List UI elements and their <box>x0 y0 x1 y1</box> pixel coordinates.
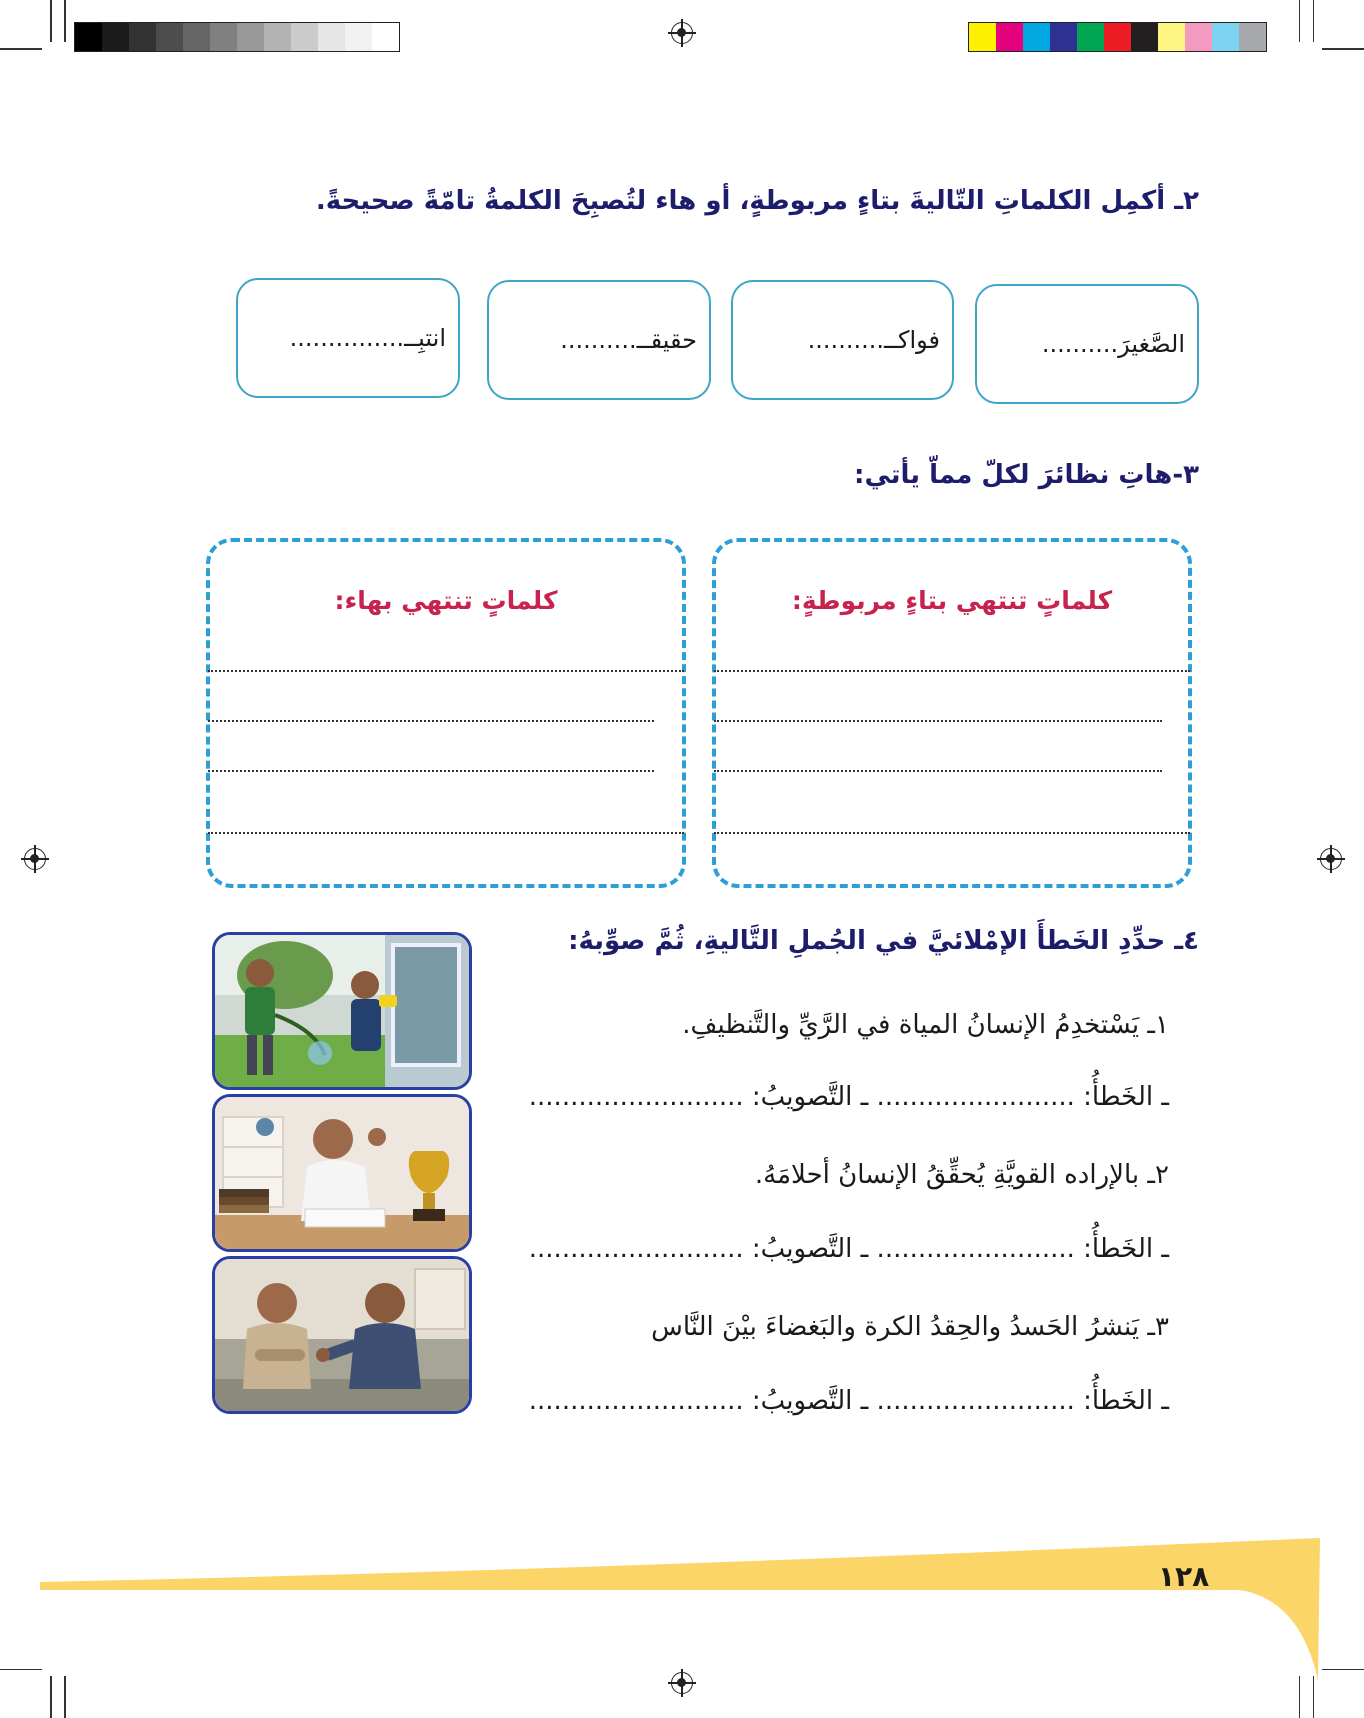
word-box-4[interactable]: انتبِــ............... <box>236 278 460 398</box>
question-2-heading: ٢ـ أكمِل الكلماتِ التّاليةَ بتاءٍ مربوطةٍ، أو هاء لتُصبِحَ الكلمةُ تامّةً صحيحةً. <box>315 186 1199 216</box>
color-calibration-strip <box>968 22 1267 52</box>
calibration-swatch <box>291 23 318 51</box>
calibration-swatch <box>1104 23 1131 51</box>
answer-dotted-line[interactable] <box>714 720 1162 722</box>
calibration-swatch <box>102 23 129 51</box>
calibration-swatch <box>1158 23 1185 51</box>
calibration-swatch <box>129 23 156 51</box>
question-3-heading: ٣-هاتِ نظائرَ لكلّ مماّ يأتي: <box>854 460 1199 490</box>
crop-mark <box>1313 1676 1315 1718</box>
answer-dotted-line[interactable] <box>714 832 1190 834</box>
calibration-swatch <box>1050 23 1077 51</box>
boys-arguing-sofa-photo <box>212 1256 472 1414</box>
crop-mark <box>50 0 52 42</box>
calibration-swatch <box>1212 23 1239 51</box>
calibration-swatch <box>1239 23 1266 51</box>
boy-writing-trophy-photo <box>212 1094 472 1252</box>
answer-dotted-line[interactable] <box>208 832 684 834</box>
sentence-2: ٢ـ بالإراده القويَّةِ يُحقِّقُ الإنسانُ أحلامَهُ. <box>754 1160 1169 1190</box>
crop-mark <box>1313 0 1315 42</box>
word-box-1[interactable]: الصَّغيرَ.......... <box>975 284 1199 404</box>
sentence-1: ١ـ يَسْتخدِمُ الإنسانُ المياة في الرَّيِّ والتَّنظيفِ. <box>682 1010 1169 1040</box>
word-box-2[interactable]: فواكــ.......... <box>731 280 954 400</box>
crop-mark <box>1322 48 1364 50</box>
calibration-swatch <box>318 23 345 51</box>
calibration-swatch <box>156 23 183 51</box>
calibration-swatch <box>183 23 210 51</box>
answer-dotted-line[interactable] <box>208 720 654 722</box>
answer-line-2[interactable]: ـ الخَطأُ: ........................ ـ التَّصويبُ: .......................... <box>528 1234 1169 1264</box>
word-box-3[interactable]: حقيقــ.......... <box>487 280 711 400</box>
crop-mark <box>0 48 42 50</box>
calibration-swatch <box>1131 23 1158 51</box>
registration-mark-icon <box>1320 848 1342 870</box>
page-number: ١٢٨ <box>1158 1560 1210 1593</box>
calibration-swatch <box>996 23 1023 51</box>
registration-mark-icon <box>671 22 693 44</box>
grayscale-calibration-strip <box>74 22 400 52</box>
calibration-swatch <box>75 23 102 51</box>
crop-mark <box>1299 0 1301 42</box>
answer-dotted-line[interactable] <box>714 770 1162 772</box>
calibration-swatch <box>237 23 264 51</box>
calibration-swatch <box>264 23 291 51</box>
answer-dotted-line[interactable] <box>208 670 684 672</box>
answer-line-3[interactable]: ـ الخَطأُ: ........................ ـ التَّصويبُ: .......................... <box>528 1386 1169 1416</box>
panel-taa-marbuta-title: كلماتٍ تنتهي بتاءٍ مربوطةٍ: <box>791 586 1113 615</box>
calibration-swatch <box>969 23 996 51</box>
calibration-swatch <box>1077 23 1104 51</box>
calibration-swatch <box>1185 23 1212 51</box>
calibration-swatch <box>1023 23 1050 51</box>
question-4-heading: ٤ـ حدِّدِ الخَطأَ الإمْلائيَّ في الجُملِ التَّاليةِ، ثُمَّ صوِّبهُ: <box>568 926 1199 956</box>
crop-mark <box>1299 1676 1301 1718</box>
panel-haa-title: كلماتٍ تنتهي بهاء: <box>334 586 558 615</box>
crop-mark <box>64 1676 66 1718</box>
calibration-swatch <box>345 23 372 51</box>
answer-dotted-line[interactable] <box>208 770 654 772</box>
sentence-3: ٣ـ يَنشرُ الحَسدُ والحِقدُ الكرة والبَغضاءَ بيْنَ النَّاس <box>651 1312 1169 1342</box>
answer-line-1[interactable]: ـ الخَطأُ: ........................ ـ التَّصويبُ: .......................... <box>528 1082 1169 1112</box>
registration-mark-icon <box>24 848 46 870</box>
crop-mark <box>64 0 66 42</box>
calibration-swatch <box>372 23 399 51</box>
footer-accent-band <box>0 1520 1364 1680</box>
boys-cleaning-watering-photo <box>212 932 472 1090</box>
crop-mark <box>50 1676 52 1718</box>
calibration-swatch <box>210 23 237 51</box>
answer-dotted-line[interactable] <box>714 670 1190 672</box>
